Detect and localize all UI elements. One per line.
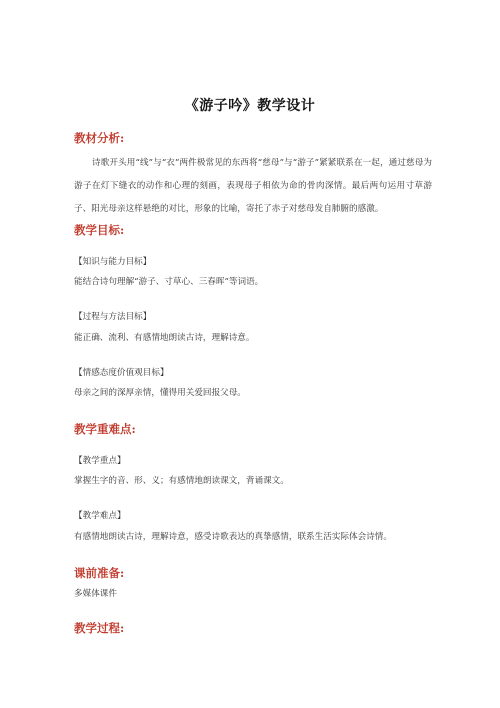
text-preparation: 多媒体课件 (74, 589, 117, 599)
label-process-goal: 【过程与方法目标】 (74, 312, 152, 322)
text-emotion-goal: 母亲之间的深厚亲情，懂得用关爱回报父母。 (74, 388, 246, 398)
text-key-point: 掌握生字的音、形、义；有感情地朗读课文，背诵课文。 (74, 476, 289, 486)
heading-process: 教学过程: (74, 621, 125, 635)
label-difficulty-point: 【教学难点】 (74, 511, 126, 521)
text-knowledge-goal: 能结合诗句理解“游子、寸草心、三春晖”等词语。 (74, 277, 264, 287)
text-difficulty-point: 有感情地朗读古诗，理解诗意，感受诗歌表达的真挚感情，联系生活实际体会诗情。 (74, 532, 392, 542)
heading-preparation: 课前准备: (74, 566, 125, 580)
text-process-goal: 能正确、流利、有感情地朗读古诗，理解诗意。 (74, 333, 255, 343)
document-title: 《游子吟》教学设计 (184, 98, 316, 114)
analysis-paragraph: 诗歌开头用“线”与“衣”两件极常见的东西将“慈母”与“游子”紧紧联系在一起，通过慈母为游子在灯下缝衣的动作和心理的刻画，表现母子相依为命的骨肉深情。最后两句运用寸草游子、阳光母亲这样悬绝的对比，形象的比喻，寄托了赤子对慈母发自肺腑的感激。 (74, 158, 432, 214)
heading-analysis: 教材分析: (74, 131, 125, 145)
heading-goals: 教学目标: (74, 223, 125, 237)
label-key-point: 【教学重点】 (74, 456, 126, 466)
label-emotion-goal: 【情感态度价值观目标】 (74, 368, 169, 378)
label-knowledge-goal: 【知识与能力目标】 (74, 257, 152, 267)
heading-keypoints: 教学重难点: (74, 422, 136, 436)
